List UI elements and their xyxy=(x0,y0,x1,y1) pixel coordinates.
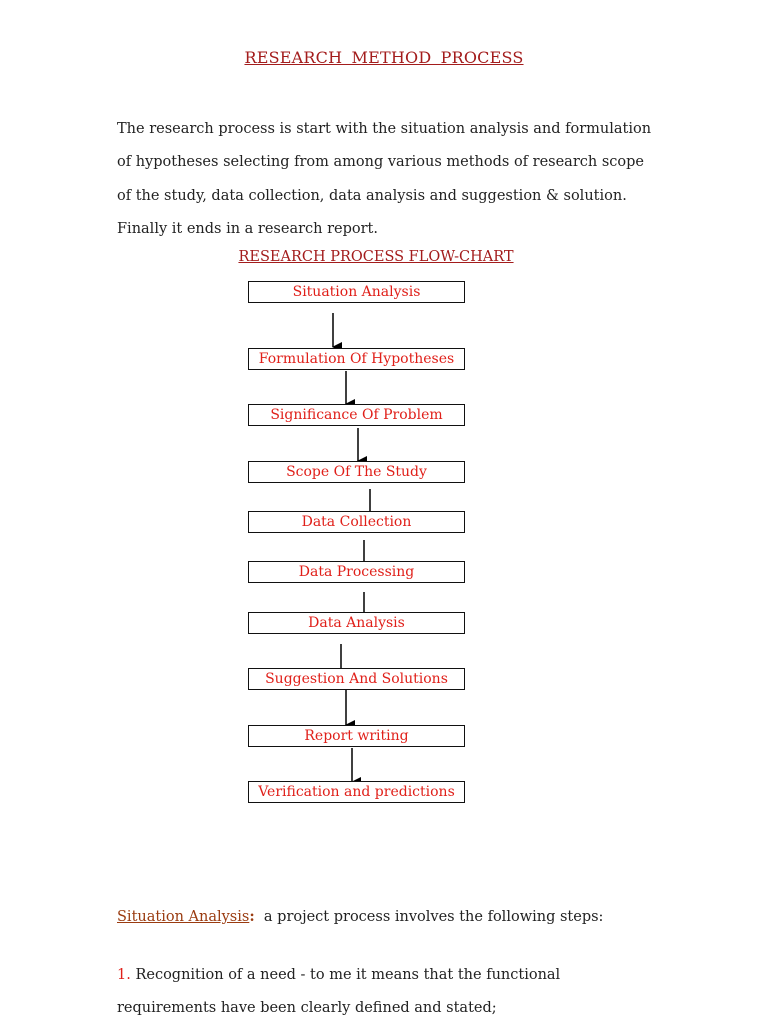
situation-analysis-link[interactable]: Situation Analysis xyxy=(117,909,250,925)
heading-colon: : xyxy=(249,908,255,925)
flowchart-step-verification-and-predictions: Verification and predictions xyxy=(248,781,465,803)
flowchart-step-scope-of-the-study: Scope Of The Study xyxy=(248,461,465,483)
list-item-text: Recognition of a need - to me it means that the functional requirements have been clearly defined and stated; xyxy=(117,967,561,1017)
flowchart-step-suggestion-and-solutions: Suggestion And Solutions xyxy=(248,668,465,690)
section-intro-text: a project process involves the following steps: xyxy=(254,909,604,925)
flowchart-step-significance-of-problem: Significance Of Problem xyxy=(248,404,465,426)
flowchart-title: RESEARCH PROCESS FLOW-CHART xyxy=(238,249,514,265)
section-heading xyxy=(117,908,603,925)
flowchart-step-formulation-of-hypotheses: Formulation Of Hypotheses xyxy=(248,348,465,370)
list-item-number: 1. xyxy=(117,967,131,983)
flowchart-step-report-writing: Report writing xyxy=(248,725,465,747)
page-title: RESEARCH METHOD PROCESS xyxy=(244,48,524,67)
flowchart-step-data-collection: Data Collection xyxy=(248,511,465,533)
flowchart-step-data-processing: Data Processing xyxy=(248,561,465,583)
flowchart-step-situation-analysis: Situation Analysis xyxy=(248,281,465,303)
list-item xyxy=(117,959,657,1026)
flowchart-step-data-analysis: Data Analysis xyxy=(248,612,465,634)
intro-paragraph: The research process is start with the situation analysis and formulation of hypotheses selecting from among various methods of research scope of the study, data collection, data analysis and suggestion & solution. Finally it ends in a research report. xyxy=(117,121,652,237)
